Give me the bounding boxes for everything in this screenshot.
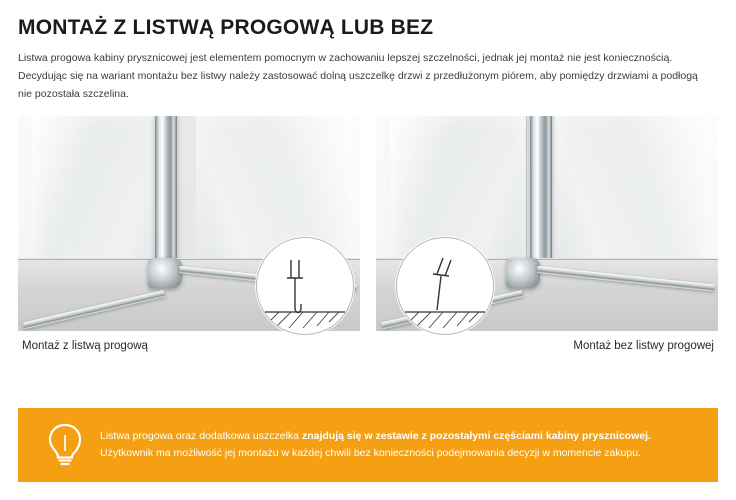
corner-joint — [148, 258, 182, 288]
detail-without-threshold — [396, 237, 494, 335]
lightbulb-glyph — [45, 421, 85, 469]
caption-with-threshold: Montaż z listwą progową — [22, 340, 148, 352]
tip-text — [94, 428, 651, 462]
intro-line-1: Listwa progowa kabiny prysznicowej jest elementem pomocnym w zachowaniu lepszej szczelności, jednak jej montaż nie jest koniecznością. — [18, 52, 673, 64]
intro-line-3: nie pozostała szczelina. — [18, 88, 129, 100]
tip-line-2: Użytkownik ma możliwość jej montażu w każdej chwili bez konieczności podejmowania decyzji w momencie zakupu. — [100, 447, 641, 459]
tip-line-1 — [100, 428, 651, 445]
cross-section-with-threshold-icon — [257, 238, 353, 334]
intro-text — [18, 50, 718, 102]
cross-section-without-threshold-icon — [397, 238, 493, 334]
caption-without-threshold: Montaż bez listwy progowej — [573, 340, 714, 352]
tip-line-1-normal: Listwa progowa oraz dodatkowa uszczelka — [100, 430, 302, 442]
corner-joint — [506, 258, 540, 288]
figures-row — [18, 116, 718, 331]
intro-line-2: Decydując się na wariant montażu bez listwy należy zastosować dolną uszczelkę drzwi z przedłużonym piórem, aby pomiędzy drzwiami a podłogą — [18, 70, 698, 82]
glass-panel-right — [554, 116, 711, 275]
tip-banner — [18, 408, 718, 482]
page-title: MONTAŻ Z LISTWĄ PROGOWĄ LUB BEZ — [18, 16, 434, 39]
lightbulb-icon — [36, 421, 94, 469]
vertical-profile — [530, 116, 552, 262]
vertical-profile — [155, 116, 177, 262]
captions-row — [18, 331, 718, 365]
detail-with-threshold — [256, 237, 354, 335]
tip-line-1-strong: znajdują się w zestawie z pozostałymi częściami kabiny prysznicowej. — [301, 430, 651, 442]
